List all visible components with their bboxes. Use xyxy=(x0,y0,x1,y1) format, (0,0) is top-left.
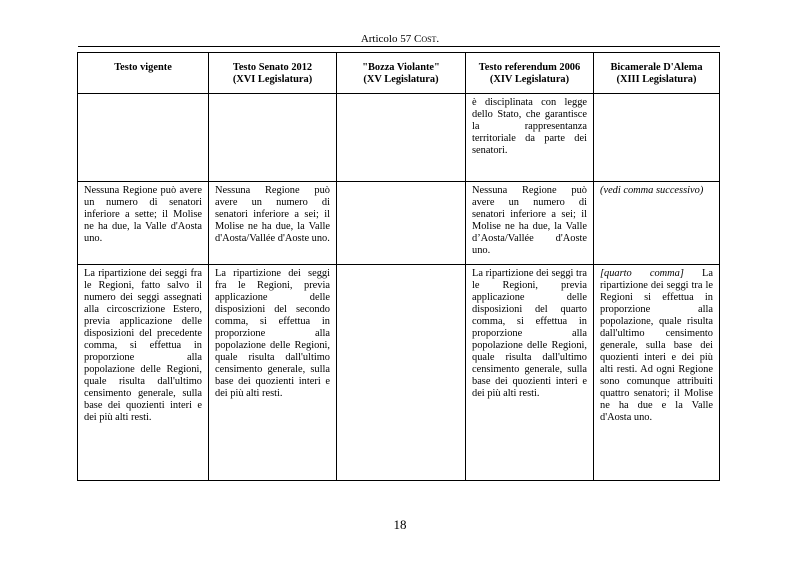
table-cell: (vedi comma successivo) xyxy=(594,182,720,265)
table-cell: Nessuna Regione può avere un numero di senatori inferiore a sei; il Molise ne ha due, la Valle d'Aosta/Vallée d'Aoste uno. xyxy=(209,182,337,265)
column-header-line2: (XIV Legislatura) xyxy=(489,74,570,85)
table-cell xyxy=(337,94,466,182)
column-header-line2: (XV Legislatura) xyxy=(363,74,439,85)
table-header-row xyxy=(78,53,720,94)
column-header-line1: Testo Senato 2012 xyxy=(232,62,313,73)
column-header-bicamerale-dalema xyxy=(594,53,720,94)
table-cell: La ripartizione dei seggi fra le Regioni, fatto salvo il numero dei seggi assegnati alla circoscrizione Estero, previa applicazione delle disposizioni del precedente comma, si effettua in proporzione alla popolazione delle Regioni, quale risulta dall'ultimo censimento generale, sulla base dei quozienti interi e dei più alti resti. xyxy=(78,265,209,481)
column-header-line1: "Bozza Violante" xyxy=(362,62,440,73)
column-header-bozza-violante xyxy=(337,53,466,94)
comma-reference: [quarto comma] xyxy=(600,268,684,279)
header-article: Articolo 57 xyxy=(360,33,412,45)
cell-text: La ripartizione dei seggi tra le Regioni si effettua in proporzione alla popolazione, quale risulta dall'ultimo censimento generale, sulla base dei quozienti interi e dei più alti resti. Ad ogni Regione sono comunque attribuiti quattro senatori; il Molise ne ha due e la Valle d'Aosta uno. xyxy=(600,268,713,423)
table-row xyxy=(78,94,720,182)
page-number: 18 xyxy=(393,517,407,532)
header-divider xyxy=(78,46,720,47)
table-cell xyxy=(78,94,209,182)
comparison-table xyxy=(77,52,720,481)
column-header-line1: Bicamerale D'Alema xyxy=(610,62,703,73)
table-cell xyxy=(594,94,720,182)
table-row xyxy=(78,182,720,265)
column-header-line2: (XIII Legislatura) xyxy=(616,74,697,85)
column-header-line1: Testo vigente xyxy=(114,62,172,73)
table-cell xyxy=(337,182,466,265)
header-abbr: Cost. xyxy=(413,33,440,45)
table-row xyxy=(78,265,720,481)
table-cell: Nessuna Regione può avere un numero di senatori inferiore a sei; il Molise ne ha due, la Valle d’Aosta/Vallée d'Aoste uno. xyxy=(466,182,594,265)
table-cell xyxy=(337,265,466,481)
column-header-testo-vigente xyxy=(78,53,209,94)
column-header-testo-senato-2012 xyxy=(209,53,337,94)
table-cell xyxy=(209,94,337,182)
page-header-title xyxy=(0,33,800,45)
column-header-line1: Testo referendum 2006 xyxy=(478,62,581,73)
table-cell xyxy=(594,265,720,481)
table-cell: La ripartizione dei seggi tra le Regioni, previa applicazione delle disposizioni del quarto comma, si effettua in proporzione alla popolazione delle Regioni, quale risulta dall'ultimo censimento generale, sulla base dei quozienti interi e dei più alti resti. xyxy=(466,265,594,481)
table-cell: Nessuna Regione può avere un numero di senatori inferiore a sette; il Molise ne ha due, la Valle d'Aosta uno. xyxy=(78,182,209,265)
column-header-testo-referendum-2006 xyxy=(466,53,594,94)
table-cell: è disciplinata con legge dello Stato, che garantisce la rappresentanza territoriale da parte dei senatori. xyxy=(466,94,594,182)
column-header-line2: (XVI Legislatura) xyxy=(232,74,313,85)
table-cell: La ripartizione dei seggi fra le Regioni, previa applicazione delle disposizioni del secondo comma, si effettua in proporzione alla popolazione delle Regioni, quale risulta dall'ultimo censimento generale, sulla base dei quozienti interi e dei più alti resti. xyxy=(209,265,337,481)
